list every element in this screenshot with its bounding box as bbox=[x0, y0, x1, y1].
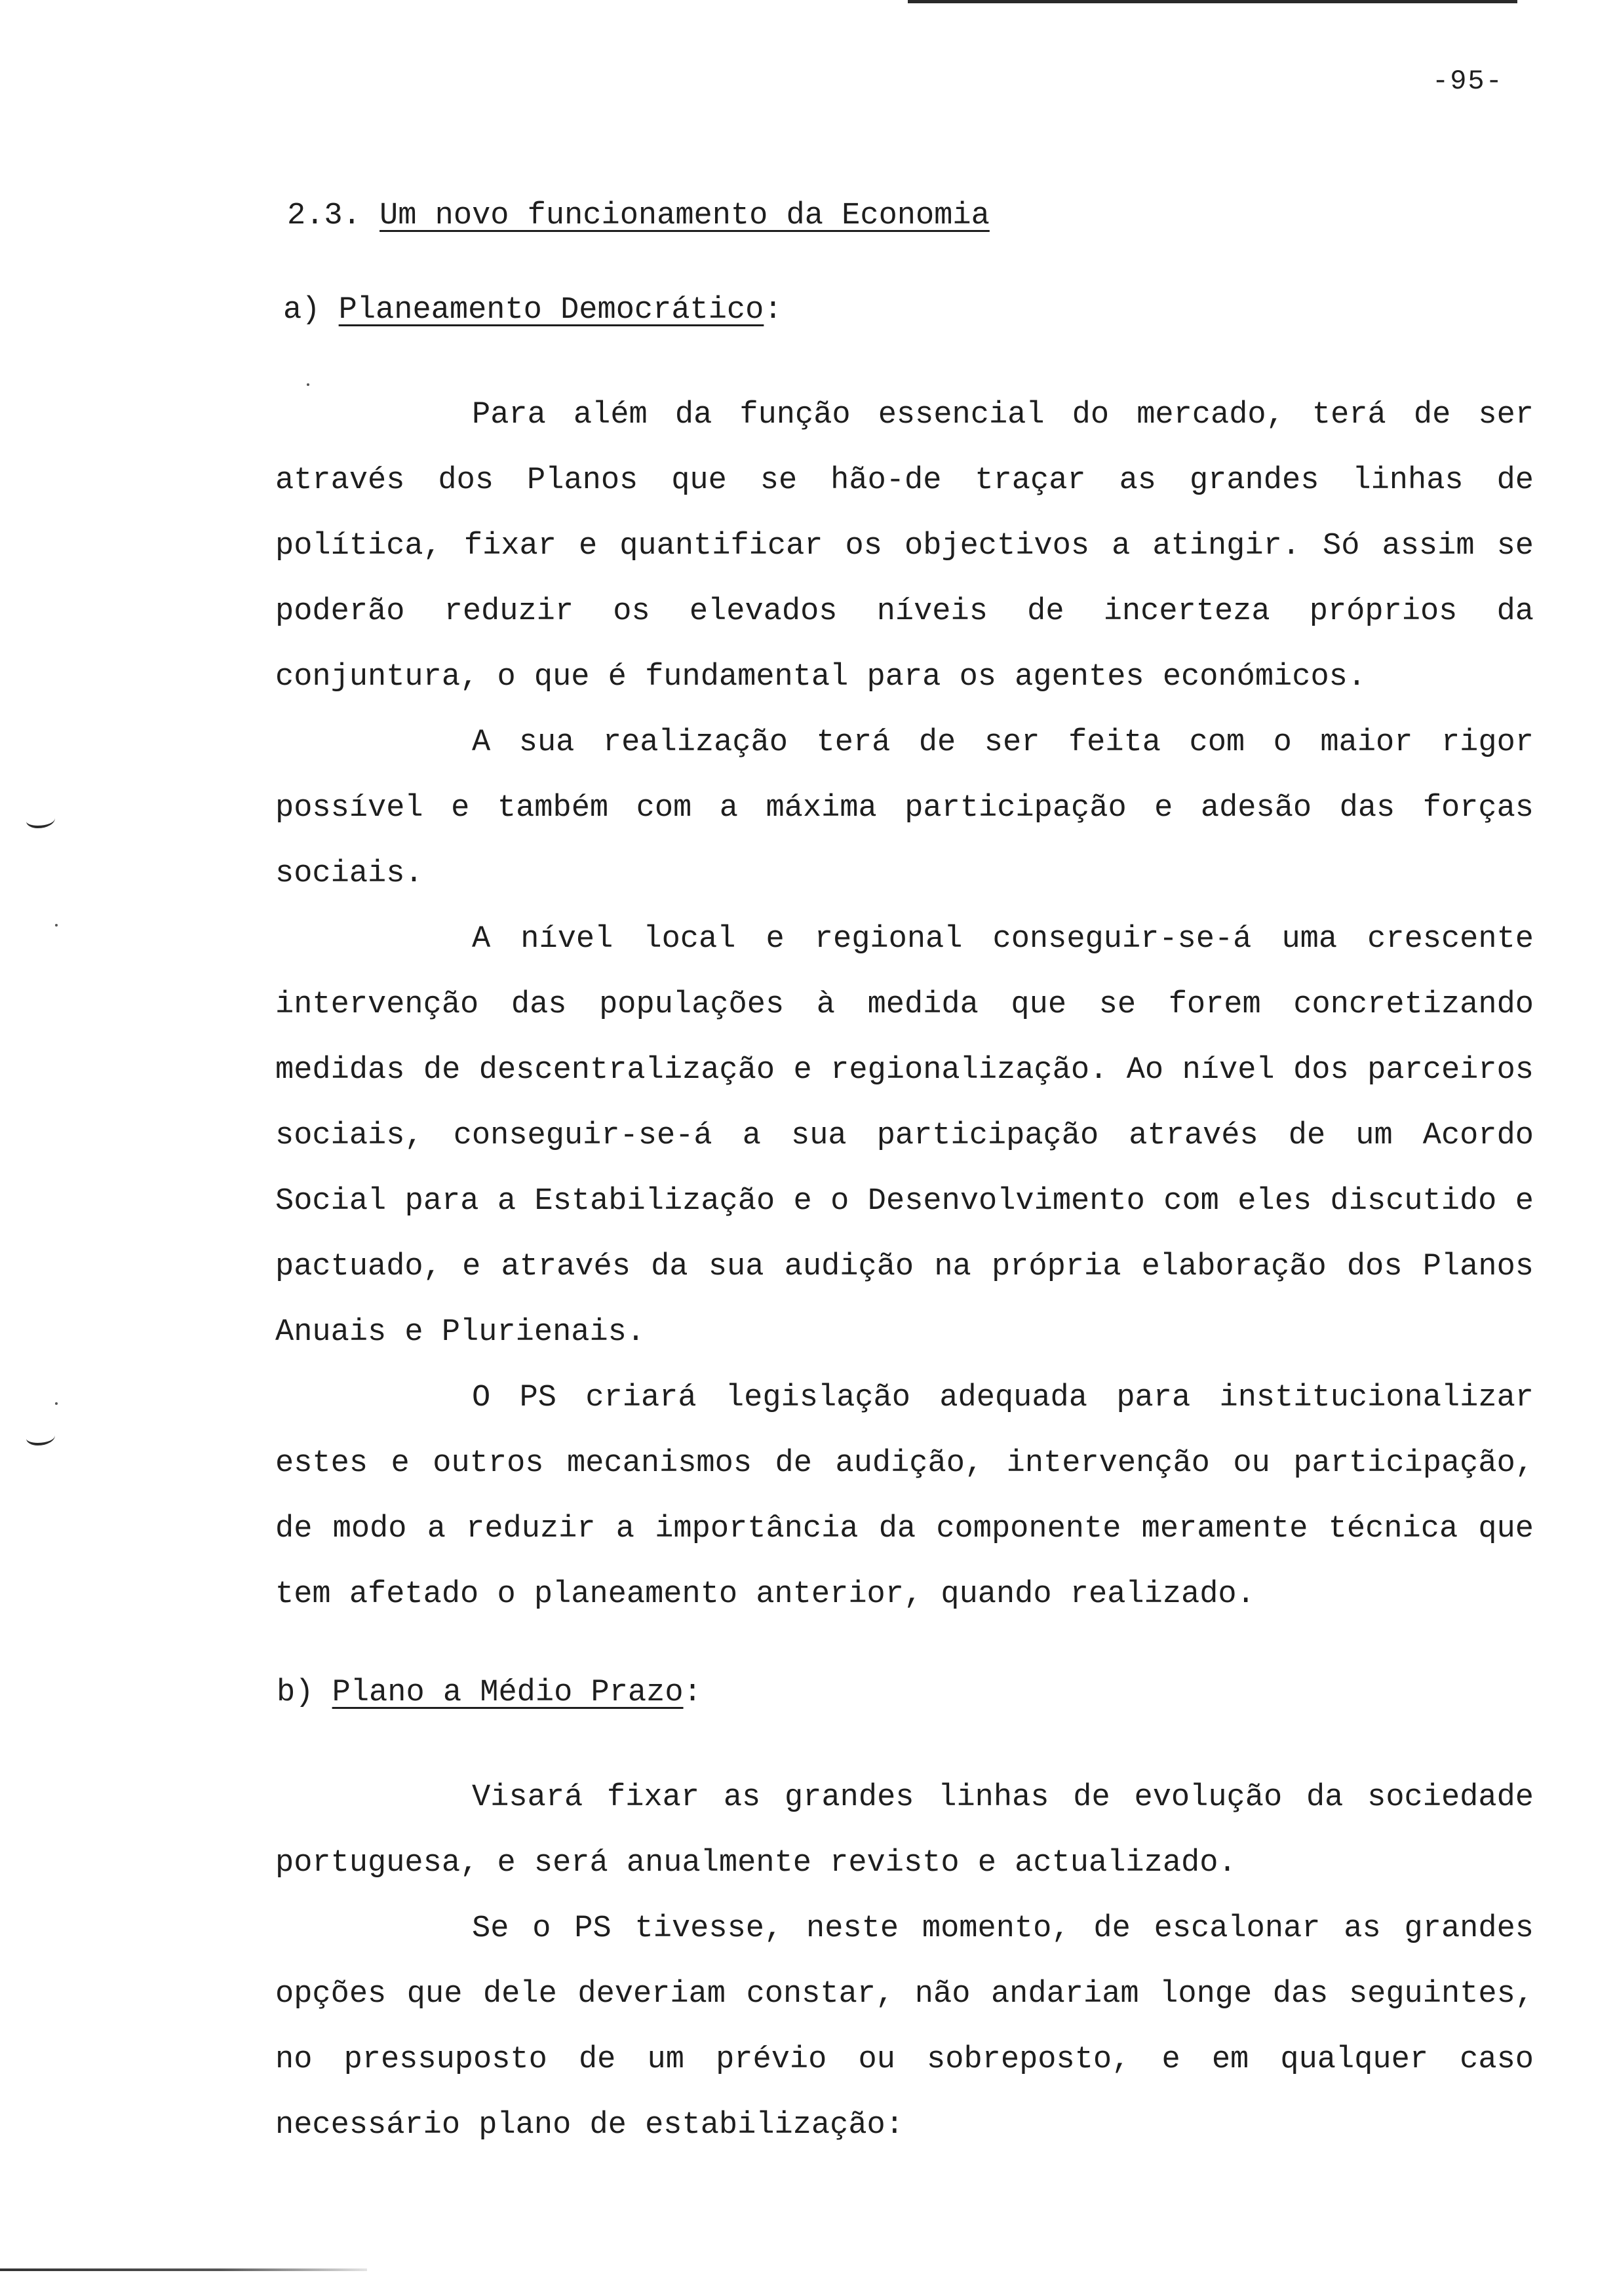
subsection-suffix: : bbox=[683, 1675, 702, 1710]
subsection-letter: a) bbox=[283, 293, 321, 328]
subsection-letter: b) bbox=[277, 1675, 314, 1710]
scan-speck bbox=[55, 1402, 58, 1405]
document-body bbox=[275, 183, 1534, 2158]
subsection-title: Planeamento Democrático bbox=[338, 293, 764, 328]
section-heading bbox=[287, 183, 1534, 249]
paragraph: A sua realização terá de ser feita com o maior rigor possível e também com a máxima participação e adesão das forças sociais. bbox=[275, 725, 1534, 891]
section-title: Um novo funcionamento da Economia bbox=[379, 199, 990, 233]
page-number: -95- bbox=[1432, 66, 1504, 97]
subsection-title: Plano a Médio Prazo bbox=[332, 1675, 684, 1710]
subsection-heading-b bbox=[277, 1660, 1534, 1726]
subsection-suffix: : bbox=[764, 293, 783, 328]
scan-speck bbox=[55, 924, 58, 927]
top-rule bbox=[908, 0, 1517, 3]
paragraph: Visará fixar as grandes linhas de evolução da sociedade portuguesa, e será anualmente revisto e actualizado. bbox=[275, 1780, 1534, 1881]
section-number: 2.3. bbox=[287, 199, 361, 233]
paragraph: Se o PS tivesse, neste momento, de escalonar as grandes opções que dele deveriam constar, não andariam longe das seguintes, no pressuposto de um prévio ou sobreposto, e em qualquer caso necessário plano de estabilização: bbox=[275, 1911, 1534, 2143]
paragraph: Para além da função essencial do mercado, terá de ser através dos Planos que se hão-de traçar as grandes linhas de política, fixar e quantificar os objectivos a atingir. Só assim se poderão reduzir os elevados níveis de incerteza próprios da conjuntura, o que é fundamental para os agentes económicos. bbox=[275, 398, 1534, 695]
bottom-scan-edge bbox=[0, 2268, 367, 2271]
margin-check-mark bbox=[26, 1428, 55, 1445]
subsection-heading-a bbox=[283, 278, 1534, 343]
margin-check-mark bbox=[26, 811, 55, 828]
paragraph: A nível local e regional conseguir-se-á uma crescente intervenção das populações à medida que se forem concretizando medidas de descentralização e regionalização. Ao nível dos parceiros sociais, conseguir-se-á a sua participação através de um Acordo Social para a Estabilização e o Desenvolvimento com eles discutido e pactuado, e através da sua audição na própria elaboração dos Planos Anuais e Plurienais. bbox=[275, 922, 1534, 1350]
paragraph: O PS criará legislação adequada para institucionalizar estes e outros mecanismos de audição, intervenção ou participação, de modo a reduzir a importância da componente meramente técnica que tem afetado o planeamento anterior, quando realizado. bbox=[275, 1381, 1534, 1612]
